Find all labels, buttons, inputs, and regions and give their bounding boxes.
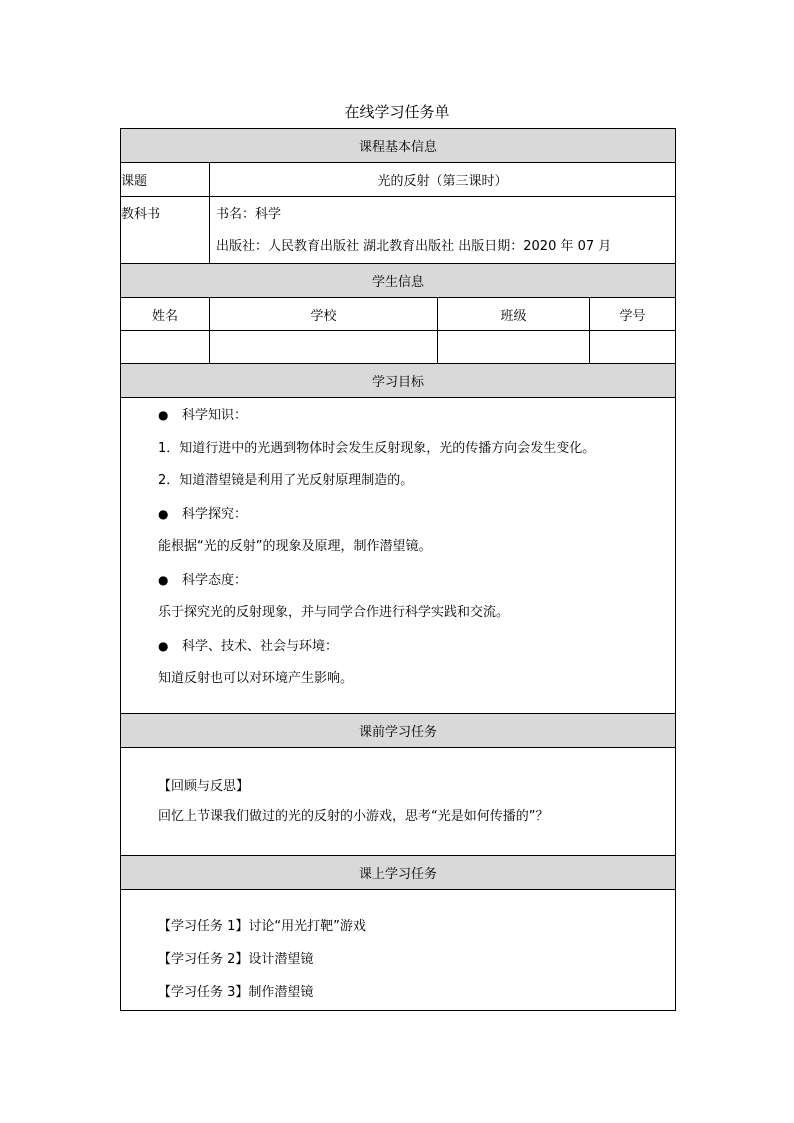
review-question: 回忆上节课我们做过的光的反射的小游戏，思考“光是如何传播的”？: [158, 809, 549, 824]
bullet-icon: ●: [158, 408, 169, 422]
student-info-header: 学生信息: [121, 264, 676, 298]
objective-text: 乐于探究光的反射现象，并与同学合作进行科学实践和交流。: [158, 605, 510, 620]
pre-class-header: 课前学习任务: [121, 714, 676, 748]
topic-label: 课题: [121, 163, 210, 197]
objective-text: 能根据“光的反射”的现象及原理，制作潜望镜。: [158, 539, 432, 554]
pre-class-body: [121, 748, 676, 856]
objectives-header: 学习目标: [121, 364, 676, 398]
task-sheet-table: [120, 128, 676, 1011]
objective-text: 1．知道行进中的光遇到物体时会发生反射现象，光的传播方向会发生变化。: [158, 440, 596, 456]
column-name: 姓名: [121, 298, 210, 331]
basic-info-header: 课程基本信息: [121, 129, 676, 163]
learning-task-item: 【学习任务 2】设计潜望镜: [158, 952, 314, 967]
column-student-id: 学号: [590, 298, 676, 331]
objective-text: 知道反射也可以对环境产生影响。: [158, 671, 354, 686]
in-class-body: [121, 890, 676, 1011]
objective-bullet: [121, 630, 675, 664]
in-class-header: 课上学习任务: [121, 856, 676, 890]
book-name: 书名：科学: [216, 207, 282, 222]
textbook-label-text: 教科书: [121, 207, 161, 222]
objective-bullet: [121, 498, 675, 532]
objective-text: 2．知道潜望镜是利用了光反射原理制造的。: [158, 473, 414, 488]
objectives-body: [121, 398, 676, 714]
student-id-input-cell[interactable]: [590, 331, 676, 364]
bullet-icon: ●: [158, 638, 169, 653]
topic-value: 光的反射（第三课时）: [210, 163, 676, 197]
learning-task-item: 【学习任务 3】制作潜望镜: [158, 985, 314, 1000]
textbook-label: [121, 197, 210, 264]
school-input-cell[interactable]: [210, 331, 438, 364]
name-input-cell[interactable]: [121, 331, 210, 364]
objective-heading: 科学、技术、社会与环境：: [182, 638, 339, 654]
objective-bullet: [121, 564, 675, 598]
review-heading: 【回顾与反思】: [158, 779, 250, 794]
column-class: 班级: [438, 298, 590, 331]
objective-bullet: [121, 399, 675, 433]
column-school: 学校: [210, 298, 438, 331]
objective-heading: 科学知识：: [182, 408, 248, 423]
objective-heading: 科学态度：: [182, 572, 248, 588]
page-title: 在线学习任务单: [344, 103, 450, 121]
textbook-info: [210, 197, 676, 264]
objective-heading: 科学探究：: [182, 506, 248, 522]
bullet-icon: ●: [158, 572, 169, 587]
bullet-icon: ●: [158, 506, 169, 521]
publisher-info: 出版社：人民教育出版社 湖北教育出版社 出版日期：2020 年 07 月: [216, 239, 612, 254]
learning-task-item: 【学习任务 1】讨论“用光打靶”游戏: [158, 919, 366, 934]
class-input-cell[interactable]: [438, 331, 590, 364]
